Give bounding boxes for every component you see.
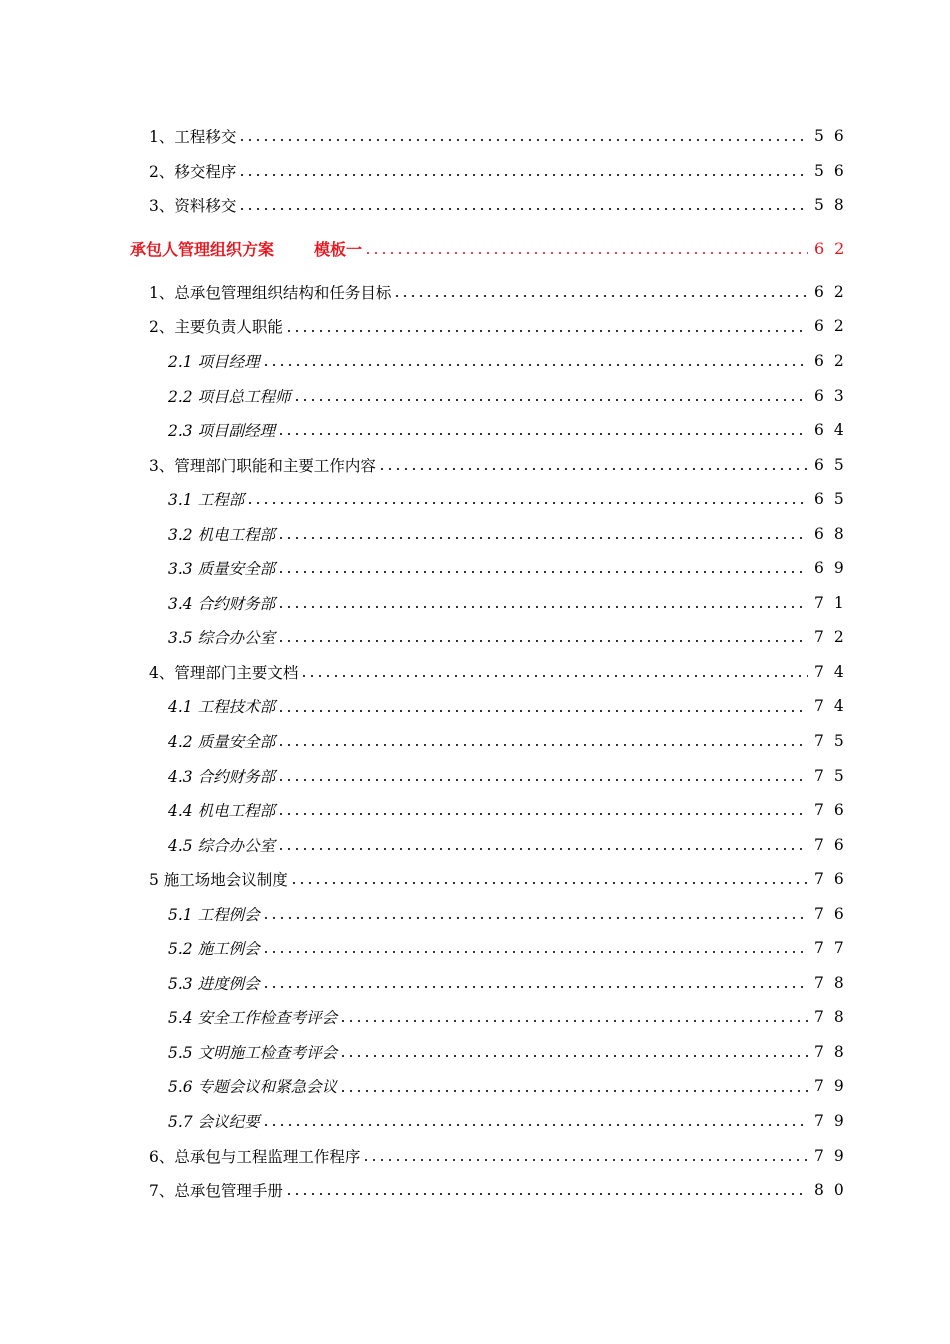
- toc-entry-page: 76: [814, 835, 854, 854]
- toc-entry-title: 5.3 进度例会: [168, 974, 260, 993]
- toc-entry-page: 78: [814, 973, 854, 992]
- dot-leader: [285, 317, 808, 336]
- toc-entry-title: 2.1 项目经理: [168, 353, 260, 371]
- toc-subentry[interactable]: [0, 1035, 950, 1070]
- toc-entry[interactable]: [0, 275, 950, 310]
- toc-entry-page: 80: [814, 1181, 854, 1200]
- dot-leader: [238, 127, 808, 146]
- toc-entry-title: 1、工程移交: [149, 128, 237, 147]
- dot-leader: [393, 283, 808, 302]
- toc-subentry[interactable]: [0, 586, 950, 621]
- toc-entry-page: 62: [814, 352, 854, 370]
- dot-leader: [339, 1077, 808, 1096]
- toc-subentry[interactable]: [0, 1000, 950, 1035]
- toc-entry-title: 7、总承包管理手册: [149, 1182, 283, 1201]
- toc-entry-title: 6、总承包与工程监理工作程序: [149, 1147, 361, 1166]
- toc-entry-page: 77: [814, 939, 854, 958]
- toc-entry-page: 56: [814, 161, 854, 180]
- toc-entry-title: 2.2 项目总工程师: [168, 387, 291, 406]
- toc-subentry[interactable]: [0, 896, 950, 931]
- toc-entry[interactable]: [0, 655, 950, 690]
- dot-leader: [339, 1008, 808, 1027]
- dot-leader: [238, 196, 808, 215]
- toc-subentry[interactable]: [0, 516, 950, 551]
- toc-entry-page: 62: [814, 317, 854, 336]
- toc-subentry[interactable]: [0, 413, 950, 448]
- toc-entry-page: 78: [814, 1008, 854, 1027]
- dot-leader: [378, 455, 808, 474]
- toc-entry-page: 65: [814, 455, 854, 474]
- toc-entry-page: 68: [814, 524, 854, 543]
- dot-leader: [277, 835, 808, 854]
- toc-entry-page: 76: [814, 870, 854, 889]
- toc-subentry[interactable]: [0, 793, 950, 828]
- toc-entry[interactable]: [0, 1173, 950, 1208]
- toc-entry-title: 2.3 项目副经理: [168, 422, 276, 441]
- toc-entry[interactable]: [0, 1138, 950, 1173]
- toc-entry[interactable]: [0, 309, 950, 344]
- dot-leader: [262, 974, 808, 993]
- toc-entry-title: 2、主要负责人职能: [149, 318, 283, 337]
- toc-entry-page: 69: [814, 559, 854, 578]
- toc-entry-title: 5.4 安全工作检查考评会: [168, 1009, 338, 1028]
- toc-entry-title: 5.1 工程例会: [168, 905, 260, 924]
- dot-leader: [262, 1112, 808, 1131]
- toc-entry[interactable]: [0, 154, 950, 189]
- toc-entry-page: 63: [814, 386, 854, 405]
- toc-entry-page: 79: [814, 1077, 854, 1096]
- toc-entry-page: 58: [814, 196, 854, 215]
- dot-leader: [339, 1043, 808, 1062]
- toc-entry-page: 78: [814, 1042, 854, 1061]
- toc-entry-title: 2、移交程序: [149, 162, 237, 181]
- toc-subentry[interactable]: [0, 827, 950, 862]
- dot-leader: [277, 732, 808, 751]
- toc-entry-title: 5.7 会议纪要: [168, 1113, 260, 1132]
- toc-subentry[interactable]: [0, 758, 950, 793]
- dot-leader: [246, 490, 808, 509]
- toc-entry-page: 76: [814, 904, 854, 923]
- toc-subentry[interactable]: [0, 378, 950, 413]
- dot-leader: [277, 628, 808, 647]
- toc-entry[interactable]: [0, 119, 950, 154]
- toc-subentry[interactable]: [0, 482, 950, 517]
- toc-entry-title: 5 施工场地会议制度: [149, 871, 288, 890]
- toc-entry-title: 3.2 机电工程部: [168, 525, 276, 544]
- toc-entry[interactable]: [0, 188, 950, 223]
- dot-leader: [262, 904, 808, 923]
- toc-entry-title: 4、管理部门主要文档: [149, 663, 299, 682]
- toc-entry[interactable]: [0, 447, 950, 482]
- toc-subentry[interactable]: [0, 689, 950, 724]
- dot-leader: [238, 162, 808, 181]
- toc-entry-title: 3.3 质量安全部: [168, 560, 276, 579]
- toc-entry-title: 4.5 综合办公室: [168, 836, 276, 855]
- toc-entry-list: [0, 275, 950, 1208]
- table-of-contents: [0, 119, 950, 1207]
- toc-entry-page: 62: [814, 282, 854, 301]
- dot-leader: [364, 239, 808, 258]
- toc-entry-page: 79: [814, 1146, 854, 1165]
- dot-leader: [277, 524, 808, 543]
- toc-entry-page: 56: [814, 127, 854, 146]
- toc-subentry[interactable]: [0, 724, 950, 759]
- toc-entry-title: 3、管理部门职能和主要工作内容: [149, 456, 376, 475]
- dot-leader: [262, 939, 808, 958]
- toc-entry-title: 3.5 综合办公室: [168, 629, 276, 648]
- dot-leader: [277, 421, 808, 440]
- section-heading-suffix: 模板一: [314, 240, 363, 260]
- toc-entry-page: 71: [814, 593, 854, 612]
- dot-leader: [293, 386, 808, 405]
- dot-leader: [277, 766, 808, 785]
- toc-entry-page: 72: [814, 628, 854, 647]
- dot-leader: [277, 801, 808, 820]
- toc-subentry[interactable]: [0, 1104, 950, 1139]
- toc-entry-page: 75: [814, 766, 854, 785]
- toc-entry-title: 4.1 工程技术部: [168, 698, 276, 717]
- toc-entry-title: 4.2 质量安全部: [168, 733, 276, 752]
- toc-subentry[interactable]: [0, 344, 950, 379]
- toc-subentry[interactable]: [0, 931, 950, 966]
- toc-entry-page: 65: [814, 490, 854, 509]
- toc-entry-page: 64: [814, 421, 854, 440]
- toc-subentry[interactable]: [0, 1069, 950, 1104]
- toc-entry-page: 75: [814, 732, 854, 751]
- toc-subentry[interactable]: [0, 966, 950, 1001]
- toc-entry-title: 4.4 机电工程部: [168, 802, 276, 821]
- toc-section-heading[interactable]: [0, 223, 950, 275]
- toc-entry-title: 3.1 工程部: [168, 491, 245, 510]
- toc-entry-title: 5.6 专题会议和紧急会议: [168, 1078, 338, 1097]
- section-heading-title: 承包人管理组织方案: [130, 240, 275, 260]
- toc-entry[interactable]: [0, 862, 950, 897]
- toc-entry-title: 5.5 文明施工检查考评会: [168, 1043, 338, 1062]
- dot-leader: [300, 663, 808, 682]
- toc-entry-title: 1、总承包管理组织结构和任务目标: [149, 283, 392, 302]
- toc-entry-page: 74: [814, 662, 854, 681]
- toc-entry-page: 76: [814, 801, 854, 820]
- dot-leader: [277, 559, 808, 578]
- toc-subentry[interactable]: [0, 620, 950, 655]
- dot-leader: [362, 1146, 808, 1165]
- section-heading-page: 62: [814, 239, 855, 259]
- toc-entry-page: 74: [814, 697, 854, 716]
- toc-subentry[interactable]: [0, 551, 950, 586]
- toc-entry-title: 5.2 施工例会: [168, 940, 260, 959]
- toc-entry-page: 79: [814, 1112, 854, 1131]
- dot-leader: [290, 870, 808, 889]
- dot-leader: [277, 697, 808, 716]
- dot-leader: [285, 1181, 808, 1200]
- dot-leader: [277, 594, 808, 613]
- toc-entry-title: 4.3 合约财务部: [168, 767, 276, 786]
- toc-entry-title: 3.4 合约财务部: [168, 594, 276, 613]
- dot-leader: [262, 352, 808, 371]
- toc-entry-title: 3、资料移交: [149, 197, 237, 216]
